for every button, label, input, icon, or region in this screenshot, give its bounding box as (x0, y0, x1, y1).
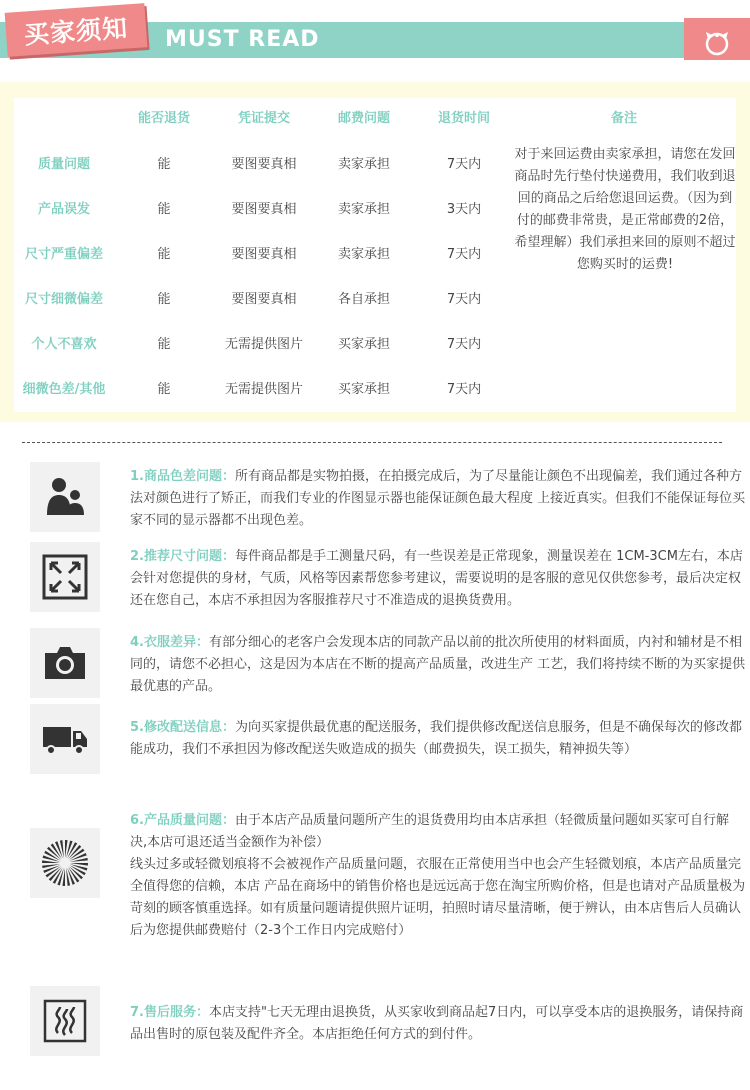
table-cell: 要图要真相 (231, 157, 297, 172)
table-cell: 卖家承担 (337, 247, 390, 262)
table-cell: 7天内 (446, 337, 482, 352)
item-title: 7.售后服务： (130, 1005, 209, 1020)
policy-table (14, 98, 736, 412)
starburst-ray (42, 864, 60, 868)
item-title: 2.推荐尺寸问题： (130, 549, 235, 564)
col-header-note: 备注 (610, 111, 637, 126)
row-label: 产品误发 (37, 202, 90, 217)
item-icon-box (30, 986, 100, 1056)
policy-panel (0, 82, 750, 422)
table-cell: 各自承担 (337, 292, 390, 307)
policy-note: 对于来回运费由卖家承担，请您在发回商品时先行垫付快递费用，我们收到退回的商品之后给您退回运费。（因为到付的邮费非常贵，是正常邮费的2倍，希望理解）我们承担来回的原则不超过您购买时的运费! (514, 147, 736, 272)
row-label: 尺寸严重偏差 (24, 247, 103, 262)
table-cell: 能 (157, 292, 171, 307)
notice-item (130, 717, 746, 761)
table-cell: 7天内 (446, 292, 482, 307)
item-body: 每件商品都是手工测量尺码，有一些误差是正常现象，测量误差在 1CM-3CM左右，本店会针对您提供的身材，气质，风格等因素帮您参考建议，需要说明的是客服的意见仅供您参考，最后决定权还在您自己，本店不承担因为客服推荐尺寸不准造成的退换货费用。 (130, 549, 743, 608)
table-cell: 卖家承担 (337, 202, 390, 217)
table-cell: 要图要真相 (231, 247, 297, 262)
starburst-ray (70, 858, 88, 862)
row-label: 尺寸细微偏差 (24, 292, 103, 307)
table-cell: 卖家承担 (337, 157, 390, 172)
item-title: 4.衣服差异： (130, 635, 209, 650)
steam-icon (41, 997, 89, 1045)
row-label: 个人不喜欢 (31, 337, 97, 352)
table-cell: 要图要真相 (231, 292, 297, 307)
item-icon-box (30, 704, 100, 774)
col-header-proof: 凭证提交 (237, 111, 290, 126)
bow-badge (684, 18, 750, 60)
table-cell: 7天内 (446, 157, 482, 172)
starburst-icon (41, 839, 89, 887)
item-icon-box (30, 462, 100, 532)
item-title: 5.修改配送信息： (130, 720, 235, 735)
table-cell: 7天内 (446, 382, 482, 397)
notice-item (130, 632, 746, 698)
table-cell: 无需提供图片 (224, 382, 303, 397)
truck-icon (41, 715, 89, 763)
item-body: 为向买家提供最优惠的配送服务，我们提供修改配送信息服务，但是不确保每次的修改都能成功，我们不承担因为修改配送失败造成的损失（邮费损失，误工损失，精神损失等） (130, 720, 742, 757)
table-cell: 能 (157, 157, 171, 172)
row-label: 细微色差/其他 (22, 382, 106, 397)
table-cell: 3天内 (446, 202, 482, 217)
starburst-ray (60, 840, 64, 858)
notice-item (130, 1002, 746, 1046)
header (0, 0, 750, 70)
bow-icon (700, 26, 734, 56)
item-body: 本店支持"七天无理由退换货，从买家收到商品起7日内，可以享受本店的退换服务，请保持商品出售时的原包装及配件齐全。本店拒绝任何方式的到付件。 (130, 1005, 744, 1042)
col-header-time: 退货时间 (437, 111, 490, 126)
table-cell: 7天内 (446, 247, 482, 262)
table-cell: 能 (157, 247, 171, 262)
row-label: 质量问题 (37, 157, 90, 172)
table-cell: 买家承担 (337, 382, 390, 397)
notice-item (130, 546, 746, 612)
item-body: 所有商品都是实物拍摄，在拍摄完成后，为了尽量能让颜色不出现偏差，我们通过各种方法对颜色进行了矫正，而我们专业的作图显示器也能保证颜色最大程度 上接近真实。但我们不能保证每位买家不同的显示器都不出现色差。 (130, 469, 746, 528)
starburst-ray (66, 868, 70, 886)
item-body-extra: 线头过多或轻微划痕将不会被视作产品质量问题，衣服在正常使用当中也会产生轻微划痕，本店产品质量完全值得您的信赖，本店 产品在商场中的销售价格也是远远高于您在淘宝所购价格，但是也请对产品质量极为苛刻的顾客慎重选择。如有质量问题请提供照片证明，拍照时请尽量清晰，便于辨认，由本店售后人员确认后为您提供邮费赔付（2-3个工作日内完成赔付） (130, 857, 746, 938)
table-cell: 买家承担 (337, 337, 390, 352)
item-icon-box (30, 828, 100, 898)
table-cell: 要图要真相 (231, 202, 297, 217)
notice-item (130, 466, 746, 532)
table-cell: 能 (157, 202, 171, 217)
table-cell: 无需提供图片 (224, 337, 303, 352)
expand-arrows-icon (41, 553, 89, 601)
item-title: 1.商品色差问题： (130, 469, 235, 484)
header-subtitle: MUST READ (165, 27, 320, 52)
col-header-postage: 邮费问题 (337, 111, 390, 126)
people-icon (41, 473, 89, 521)
notice-item (130, 810, 746, 942)
item-title: 6.产品质量问题： (130, 813, 235, 828)
item-body: 有部分细心的老客户会发现本店的同款产品以前的批次所使用的材料面质，内衬和辅材是不相同的，请您不必担心，这是因为本店在不断的提高产品质量，改进生产 工艺，我们将持续不断的为买家提供最优惠的产品。 (130, 635, 746, 694)
item-icon-box (30, 628, 100, 698)
table-cell: 能 (157, 382, 171, 397)
dashed-divider (22, 442, 722, 443)
item-body: 由于本店产品质量问题所产生的退货费用均由本店承担（轻微质量问题如买家可自行解决,本店可退还适当金额作为补偿） (130, 813, 729, 850)
title-tag-text: 买家须知 (23, 13, 129, 50)
item-icon-box (30, 542, 100, 612)
camera-icon (41, 639, 89, 687)
col-header-returnable: 能否退货 (137, 111, 190, 126)
table-cell: 能 (157, 337, 171, 352)
